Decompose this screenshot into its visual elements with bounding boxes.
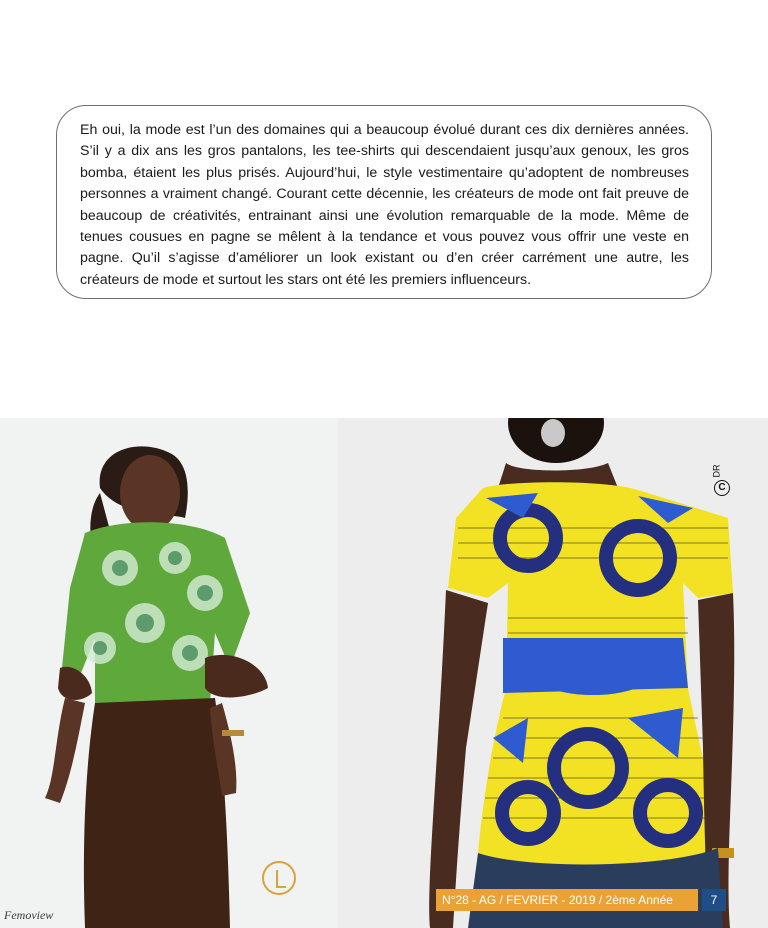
designer-logo bbox=[262, 861, 296, 895]
page-number: 7 bbox=[702, 889, 726, 911]
article-text-box bbox=[56, 105, 712, 299]
photo-credit-text: DR bbox=[711, 464, 722, 478]
issue-info: N°28 - AG / FEVRIER - 2019 / 2ème Année bbox=[436, 889, 698, 911]
copyright-icon: C bbox=[714, 480, 730, 496]
photo-woman-pagne-top bbox=[338, 418, 768, 928]
photo-credit bbox=[712, 460, 732, 500]
magazine-logo: Femoview bbox=[4, 908, 54, 922]
photo-woman-green-top bbox=[0, 418, 338, 928]
article-paragraph: Eh oui, la mode est l’un des domaines qui a beaucoup évolué durant ces dix dernières années. S’il y a dix ans les gros pantalons, les tee-shirts qui descendaient jusqu’aux genoux, les gros bomba, étaient les plus prisés. Aujourd’hui, le style vestimentaire qu’adoptent de nombreuses personnes a vraiment changé. Courant cette décennie, les créateurs de mode ont fait preuve de beaucoup de créativités, entrainant ainsi une évolution remarquable de la mode. Même de tenues cousues en pagne se mêlent à la tendance et vous pouvez vous offrir une veste en pagne. Qu’il s’agisse d’améliorer un look existant ou d’en créer carrément une autre, les créateurs de mode et surtout les stars ont été les premiers influenceurs. bbox=[80, 122, 689, 288]
photo-spread bbox=[0, 418, 768, 928]
